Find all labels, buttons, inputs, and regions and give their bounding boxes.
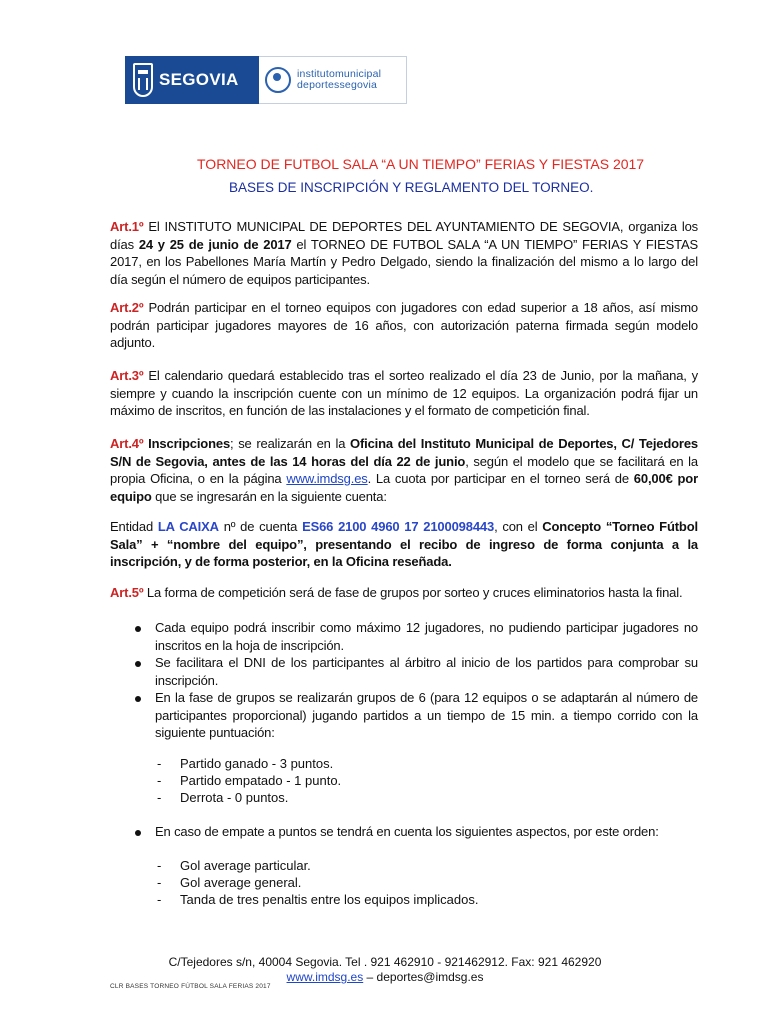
- footer-email: – deportes@imdsg.es: [363, 970, 484, 984]
- segovia-logo-text: SEGOVIA: [159, 70, 239, 89]
- article-5-text: La forma de competición será de fase de grupos por sorteo y cruces eliminatorios hasta la final.: [143, 585, 683, 600]
- article-2: [110, 299, 698, 352]
- footer-address: C/Tejedores s/n, 40004 Segovia. Tel . 921 462910 - 921462912. Fax: 921 462920: [168, 955, 602, 969]
- document-title: TORNEO DE FUTBOL SALA “A UN TIEMPO” FERIAS Y FIESTAS 2017: [197, 156, 645, 172]
- article-1-label: Art.1º: [110, 219, 144, 234]
- points-item: Derrota - 0 puntos.: [180, 790, 289, 805]
- list-item: En caso de empate a puntos se tendrá en cuenta los siguientes aspectos, por este orden:: [155, 824, 659, 839]
- article-4-fee: 60,00€ por equipo: [110, 471, 698, 504]
- points-item: Partido ganado - 3 puntos.: [180, 756, 334, 771]
- tiebreak-item: Gol average general.: [180, 875, 302, 890]
- bullet-icon: [135, 626, 141, 632]
- dash-marker: -: [157, 756, 162, 771]
- dash-marker: -: [157, 773, 162, 788]
- article-5-label: Art.5º: [110, 585, 144, 600]
- points-item: Partido empatado - 1 punto.: [180, 773, 342, 788]
- dash-marker: -: [157, 892, 162, 907]
- article-4-heading: Inscripciones: [143, 436, 231, 451]
- bullet-icon: [135, 830, 141, 836]
- bank-name: LA CAIXA: [157, 519, 219, 534]
- list-item: En la fase de grupos se realizarán grupos de 6 (para 12 equipos o se adaptarán al número de participantes proporcional) jugando partidos a un tiempo de 15 min. a tiempo corrido con la siguiente puntuación:: [155, 690, 698, 740]
- runner-icon: [265, 67, 291, 93]
- tiebreak-item: Tanda de tres penaltis entre los equipos implicados.: [180, 892, 479, 907]
- footer-contact: [0, 970, 770, 984]
- payment-concept: Concepto “Torneo Fútbol Sala” + “nombre del equipo”, presentando el recibo de ingreso de forma conjunta a la inscripción, y de forma posterior, en la Oficina reseñada.: [110, 519, 698, 569]
- article-4-text-4: que se ingresarán en la siguiente cuenta:: [151, 488, 387, 504]
- bullet-icon: [135, 661, 141, 667]
- document-subtitle: BASES DE INSCRIPCIÓN Y REGLAMENTO DEL TORNEO.: [229, 180, 594, 195]
- article-1-text-2: el TORNEO DE FUTBOL SALA “A UN TIEMPO” FERIAS Y FIESTAS 2017, en los Pabellones María Martín y Pedro Delgado, siendo la finalización del mismo a lo largo del día según el número de equipos participantes.: [110, 236, 698, 287]
- imd-logo-text: [297, 69, 381, 91]
- list-item: Cada equipo podrá inscribir como máximo 12 jugadores, no pudiendo participar jugadores no inscritos en la hoja de inscripción.: [155, 620, 698, 653]
- bank-account: ES66 2100 4960 17 2100098443: [302, 519, 495, 534]
- dash-marker: -: [157, 790, 162, 805]
- header-logos: [125, 56, 407, 104]
- article-1-text: El INSTITUTO MUNICIPAL DE DEPORTES DEL AYUNTAMIENTO DE SEGOVIA, organiza los días: [110, 219, 698, 252]
- article-4-office: Oficina del Instituto Municipal de Deportes, C/ Tejedores S/N de Segovia, antes de las 14 horas del día 22 de junio: [110, 436, 699, 469]
- dash-marker: -: [157, 875, 162, 890]
- imd-logo-line2: deportessegovia: [297, 79, 378, 91]
- article-5: [110, 584, 698, 602]
- article-4-text: ; se realizarán en la: [230, 436, 350, 451]
- segovia-logo: [125, 56, 259, 104]
- imd-logo: [259, 56, 407, 104]
- article-1-dates: 24 y 25 de junio de 2017: [138, 236, 292, 252]
- footer-website-link[interactable]: www.imdsg.es: [286, 970, 364, 984]
- article-2-text: Podrán participar en el torneo equipos con jugadores con edad superior a 18 años, así mismo podrán participar jugadores mayores de 16 años, con autorización paterna firmada según modelo adjunto.: [110, 300, 698, 350]
- bank-text: Entidad: [110, 519, 158, 534]
- coat-of-arms-icon: [133, 63, 153, 97]
- article-1: [110, 218, 698, 288]
- article-4-text-2: , según el modelo que se facilitará en la propia Oficina, o en la página: [110, 453, 698, 486]
- bank-text-2: nº de cuenta: [218, 519, 303, 534]
- article-4: [110, 435, 698, 505]
- article-3-text: El calendario quedará establecido tras el sorteo realizado el día 23 de Junio, por la mañana, y siempre y cuando la inscripción cuente con un mínimo de 12 equipos. La organización podrá fijar un máximo de inscritos, en función de las instalaciones y el formato de competición final.: [110, 368, 698, 418]
- dash-marker: -: [157, 858, 162, 873]
- bank-text-3: , con el: [494, 519, 543, 534]
- tiebreak-item: Gol average particular.: [180, 858, 311, 873]
- bullet-icon: [135, 696, 141, 702]
- article-4-text-3: . La cuota por participar en el torneo será de: [367, 471, 634, 486]
- article-2-label: Art.2º: [110, 300, 144, 315]
- article-3: [110, 367, 698, 420]
- article-3-label: Art.3º: [110, 368, 144, 383]
- imd-logo-line1: institutomunicipal: [297, 68, 382, 80]
- list-item: Se facilitara el DNI de los participantes al árbitro al inicio de los partidos para comprobar su inscripción.: [155, 655, 698, 688]
- bank-details: [110, 518, 698, 571]
- article-4-label: Art.4º: [110, 436, 144, 451]
- document-code: CLR BASES TORNEO FÚTBOL SALA FERIAS 2017: [110, 983, 271, 990]
- website-link[interactable]: www.imdsg.es: [286, 471, 368, 486]
